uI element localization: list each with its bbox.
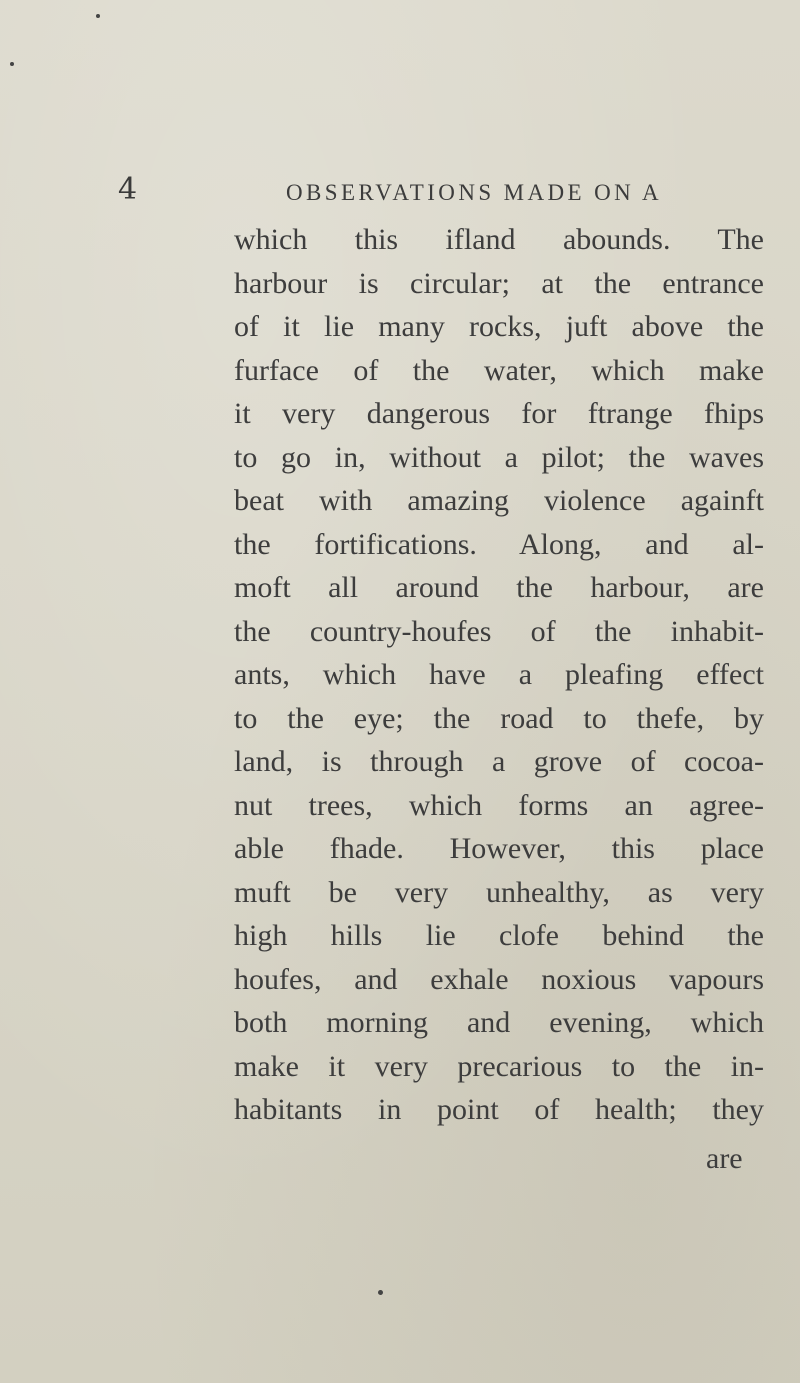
text-line: nut trees, which forms an agree- [234, 788, 764, 822]
text-line: muft be very unhealthy, as very [234, 875, 764, 909]
text-line: harbour is circular; at the entrance [234, 266, 764, 300]
text-line: both morning and evening, which [234, 1006, 764, 1039]
text-line: the fortifications. Along, and al- [234, 527, 764, 561]
text-line: furface of the water, which make [234, 353, 764, 387]
text-line: the country-houfes of the inhabit- [234, 614, 764, 648]
page-header [0, 168, 800, 216]
text-line: houfes, and exhale noxious vapours [234, 962, 764, 996]
paper-speck [96, 14, 100, 18]
paper-speck [10, 62, 14, 66]
page-footer [0, 1142, 800, 1186]
text-line: which this ifland abounds. The [234, 223, 764, 256]
body-text [234, 218, 764, 1132]
text-line: beat with amazing violence againft [234, 484, 764, 517]
text-line: of it lie many rocks, juft above the [234, 310, 764, 343]
text-line: moft all around the harbour, are [234, 571, 764, 604]
text-line: make it very precarious to the in- [234, 1049, 764, 1083]
page-number: 4 [118, 172, 138, 207]
text-line: ants, which have a pleafing effect [234, 658, 764, 691]
paper-speck [378, 1290, 383, 1295]
text-line: high hills lie clofe behind the [234, 919, 764, 952]
catchword: are [706, 1142, 743, 1175]
text-line: to go in, without a pilot; the waves [234, 440, 764, 474]
text-line: it very dangerous for ftrange fhips [234, 397, 764, 430]
text-line: to the eye; the road to thefe, by [234, 701, 764, 735]
running-head: OBSERVATIONS MADE ON A [286, 180, 663, 205]
text-line: habitants in point of health; they [234, 1093, 764, 1126]
text-line: land, is through a grove of cocoa- [234, 745, 764, 778]
text-line: able fhade. However, this place [234, 832, 764, 865]
